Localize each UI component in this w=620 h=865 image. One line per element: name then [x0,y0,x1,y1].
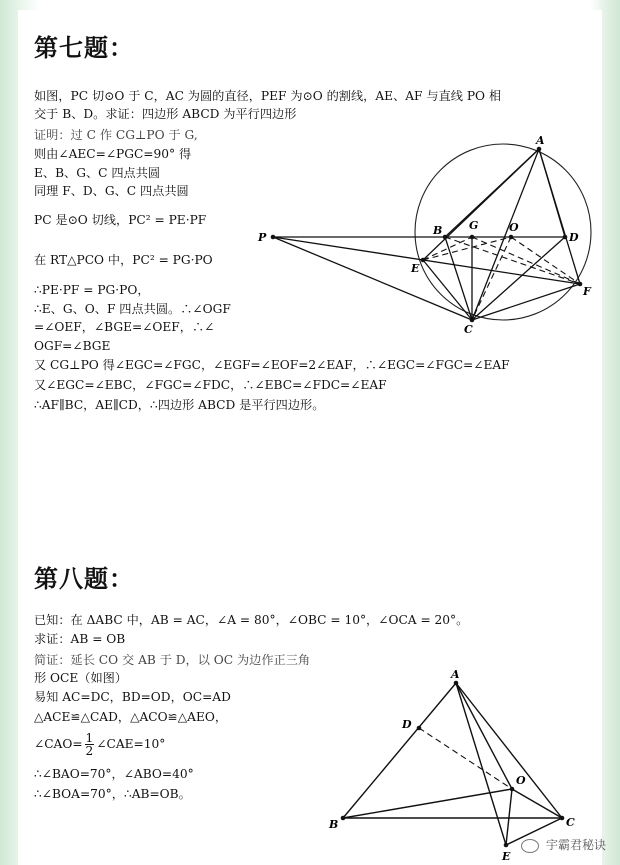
fraction-denominator: 2 [85,743,94,758]
p7-label: E [411,262,420,275]
p7-text-line: ∴E、G、O、F 四点共圆。∴∠OGF [34,302,231,316]
p8-label: O [516,774,526,787]
p8-label: B [329,818,339,831]
p7-text-line: ∴PE·PF = PG·PO， [34,283,150,297]
p7-text-line: 同理 F、D、G、C 四点共圆 [34,184,189,198]
watermark [521,836,606,853]
p8-label: D [402,718,412,731]
p8-text-line: 易知 AC=DC，BD=OD，OC=AD [34,690,231,704]
problem8-title: 第八题： [34,565,134,593]
p7-text-line: OGF=∠BGE [34,339,111,353]
p8-text-line: 已知：在 ΔABC 中，AB = AC，∠A = 80°，∠OBC = 10°，∠OCA = 20°。 [34,613,469,627]
p7-label: G [469,219,479,232]
watermark-text: 宇霸君秘诀 [545,838,606,852]
p7-text-line: 在 RT△PCO 中，PC² = PG·PO [34,253,213,267]
p7-text-line: ∴AF∥BC，AE∥CD，∴四边形 ABCD 是平行四边形。 [34,398,325,412]
wechat-icon [521,839,539,853]
p8-text-line: 简证：延长 CO 交 AB 于 D，以 OC 为边作正三角 [34,653,311,667]
problem7-title: 第七题： [34,34,134,62]
p7-label: F [583,285,591,298]
p7-text-line: 证明：过 C 作 CG⊥PO 于 G, [34,128,198,142]
p8-label: C [566,816,575,829]
p7-label: A [536,134,545,147]
p7-label: D [569,231,579,244]
p8-text-line: △ACE≌△CAD，△ACO≌△AEO， [34,710,228,724]
p7-text-line: 如图，PC 切⊙O 于 C，AC 为圆的直径，PEF 为⊙O 的割线，AE、AF 与直线 PO 相 [34,89,502,103]
p7-text-line: 又∠EGC=∠EBC，∠FGC=∠FDC，∴∠EBC=∠FDC=∠EAF [34,378,387,392]
p8-label: E [502,850,511,863]
p7-text-line: 交于 B、D。求证：四边形 ABCD 为平行四边形 [34,107,297,121]
p7-text-line: =∠OEF，∠BGE=∠OEF，∴∠ [34,320,215,334]
p8-text-line: ∠CAO= [34,736,83,751]
p7-text-line: 则由∠AEC=∠PGC=90° 得 [34,147,192,161]
p8-label: A [451,668,460,681]
p7-text-line: PC 是⊙O 切线，PC² = PE·PF [34,213,207,227]
p7-label: B [433,224,443,237]
p7-label: P [258,231,267,244]
p7-label: C [464,323,473,336]
p8-text-line: ∴∠BOA=70°，∴AB=OB。 [34,787,191,801]
fraction-numerator: 1 [85,730,94,745]
p7-text-line: E、B、G、C 四点共圆 [34,166,161,180]
p8-text-line: 求证：AB = OB [34,632,126,646]
p8-text-line: ∠CAE=10° [96,736,166,751]
p8-text-line: ∴∠BAO=70°，∠ABO=40° [34,767,194,781]
p8-text-line: 形 OCE（如图） [34,671,128,685]
p7-text-line: 又 CG⊥PO 得∠EGC=∠FGC，∠EGF=∠EOF=2∠EAF，∴∠EGC=∠FGC=∠EAF [34,358,510,372]
p7-label: O [509,221,519,234]
